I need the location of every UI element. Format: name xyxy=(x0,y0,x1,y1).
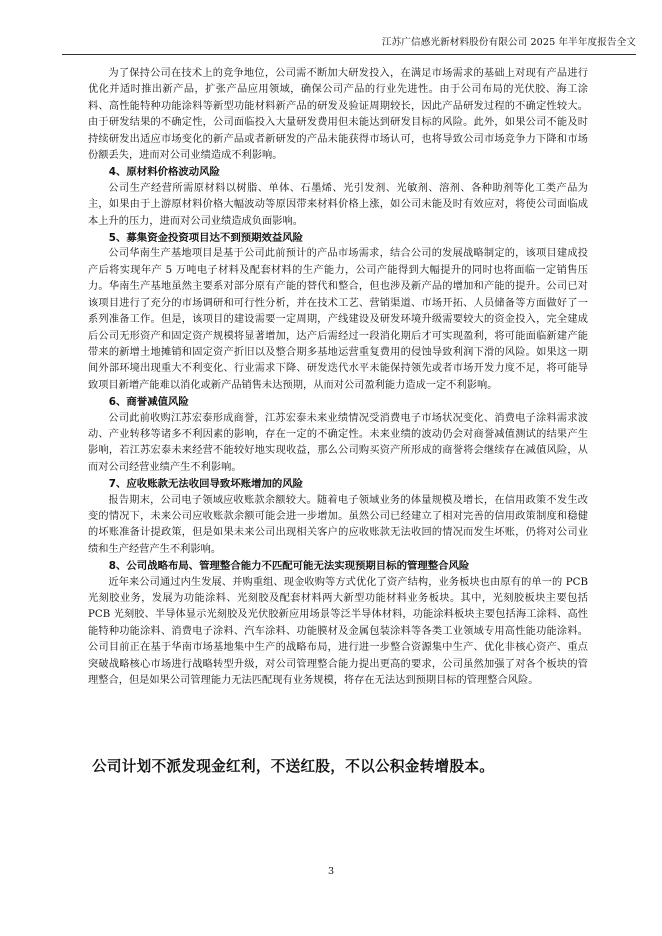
intro-paragraph: 为了保持公司在技术上的竞争地位，公司需不断加大研发投入，在满足市场需求的基础上对现有产品进行优化并适时推出新产品，扩张产品应用领域，确保公司产品的行业先进性。由于公司布局的光伏胶、海工涂料、高性能特种功能涂料等新型功能材料新产品的研发及验证周期较长，因此产品研发过程的不确定性较大。由于研发结果的不确定性，公司面临投入大量研发费用但未能达到研发目标的风险。此外，如果公司不能及时持续研发出适应市场变化的新产品或者新研发的产品未能获得市场认可，也将导致公司市场竞争力下降和市场份额丢失，进而对公司业绩造成不利影响。 xyxy=(88,68,588,162)
document-body xyxy=(88,66,588,689)
dividend-statement: 公司计划不派发现金红利，不送红股，不以公积金转增股本。 xyxy=(92,758,495,775)
section-body-goodwill-risk: 公司此前收购江苏宏泰形成商誉，江苏宏泰未来业绩情况受消费电子市场状况变化、消费电子涂料需求波动、产业转移等诸多不利因素的影响，存在一定的不确定性。未来业绩的波动仍会对商誉减值测试的结果产生影响，若江苏宏泰未来经营不能较好地实现收益，那么公司购买资产所形成的商誉将会继续存在减值风险，从而对公司经营业绩产生不利影响。 xyxy=(88,412,588,473)
section-body-integration-risk: 近年来公司通过内生发展、并购重组、现金收购等方式优化了资产结构，业务板块也由原有的单一的 PCB 光刻胶业务，发展为功能涂料、光刻胶及配套材料两大新型功能材料业务板块。其中，光刻胶板块主要包括 PCB 光刻胶、半导体显示光刻胶及光伏胶新应用场景等泛半导体材料，功能涂料板块主要包括海工涂料、高性能特种功能涂料、消费电子涂料、汽车涂料、功能膜材及金属包装涂料等各类工业领域专用高性能功能涂料。公司目前正在基于华南市场基地集中生产的战略布局，进行进一步整合资源集中生产、优化非核心资产、重点突破战略核心市场进行战略转型升级，对公司管理整合能力提出更高的要求，公司虽然加强了对各个板块的管理整合，但是如果公司管理能力无法匹配现有业务规模，将存在无法达到预期目标的管理整合风险。 xyxy=(88,576,588,687)
section-heading-fundraising-project-risk: 5、募集资金投资项目达不到预期效益风险 xyxy=(108,232,304,245)
section-body-receivables-risk: 报告期末，公司电子领域应收账款余额较大。随着电子领域业务的体量规模及增长，在信用政策不发生改变的情况下，未来公司应收账款余额可能会进一步增加。虽然公司已经建立了相对完善的信用政策制度和稳健的坏账准备计提政策，但是如果未来公司出现相关客户的应收账款无法收回的情况而发生坏账，仍将对公司业绩和生产经营产生不利影响。 xyxy=(88,494,588,555)
page-header xyxy=(62,36,636,55)
header-title: 江苏广信感光新材料股份有限公司 2025 年半年度报告全文 xyxy=(381,37,636,48)
section-heading-integration-risk: 8、公司战略布局、管理整合能力不匹配可能无法实现预期目标的管理整合风险 xyxy=(108,560,470,573)
section-heading-receivables-risk: 7、应收账款无法收回导致坏账增加的风险 xyxy=(108,478,304,491)
section-body-fundraising-project-risk: 公司华南生产基地项目是基于公司此前预计的产品市场需求，结合公司的发展战略制定的，该项目建成投产后将实现年产 5 万吨电子材料及配套材料的生产能力，公司产能得到大幅提升的同时也将面临一定销售压力。华南生产基地虽然主要系对部分原有产能的替代和整合，但也涉及新产品的增加和产能的提升。公司已对该项目进行了充分的市场调研和可行性分析，并在技术工艺、营销渠道、市场开拓、人员储备等方面做好了一系列准备工作。但是，该项目的建设需要一定周期，产线建设及研发环境升级需要较大的资金投入，完全建成后公司无形资产和固定资产规模将显著增加，达产后需经过一段消化期后才可实现盈利，将可能面临新建产能带来的新增土地摊销和固定资产折旧以及整合期多基地运营重复费用的侵蚀导致利润下滑的风险。如果这一期间外部环境出现重大不利变化、行业需求下降、研发迭代水平未能保持领先或者市场开发力度不足，将可能导致项目新增产能难以消化或新产品销售未达预期，从而对公司盈利能力造成一定不利影响。 xyxy=(88,248,588,391)
section-heading-raw-material-risk: 4、原材料价格波动风险 xyxy=(108,166,220,179)
section-heading-goodwill-risk: 6、商誉减值风险 xyxy=(108,396,189,409)
section-body-raw-material-risk: 公司生产经营所需原材料以树脂、单体、石墨烯、光引发剂、光敏剂、溶剂、各种助剂等化工类产品为主，如果由于上游原材料价格大幅波动等原因带来材料价格上涨，如公司未能及时有效应对，将使公司面临成本上升的压力，进而对公司业绩造成负面影响。 xyxy=(88,182,588,227)
page-number: 3 xyxy=(327,866,335,877)
